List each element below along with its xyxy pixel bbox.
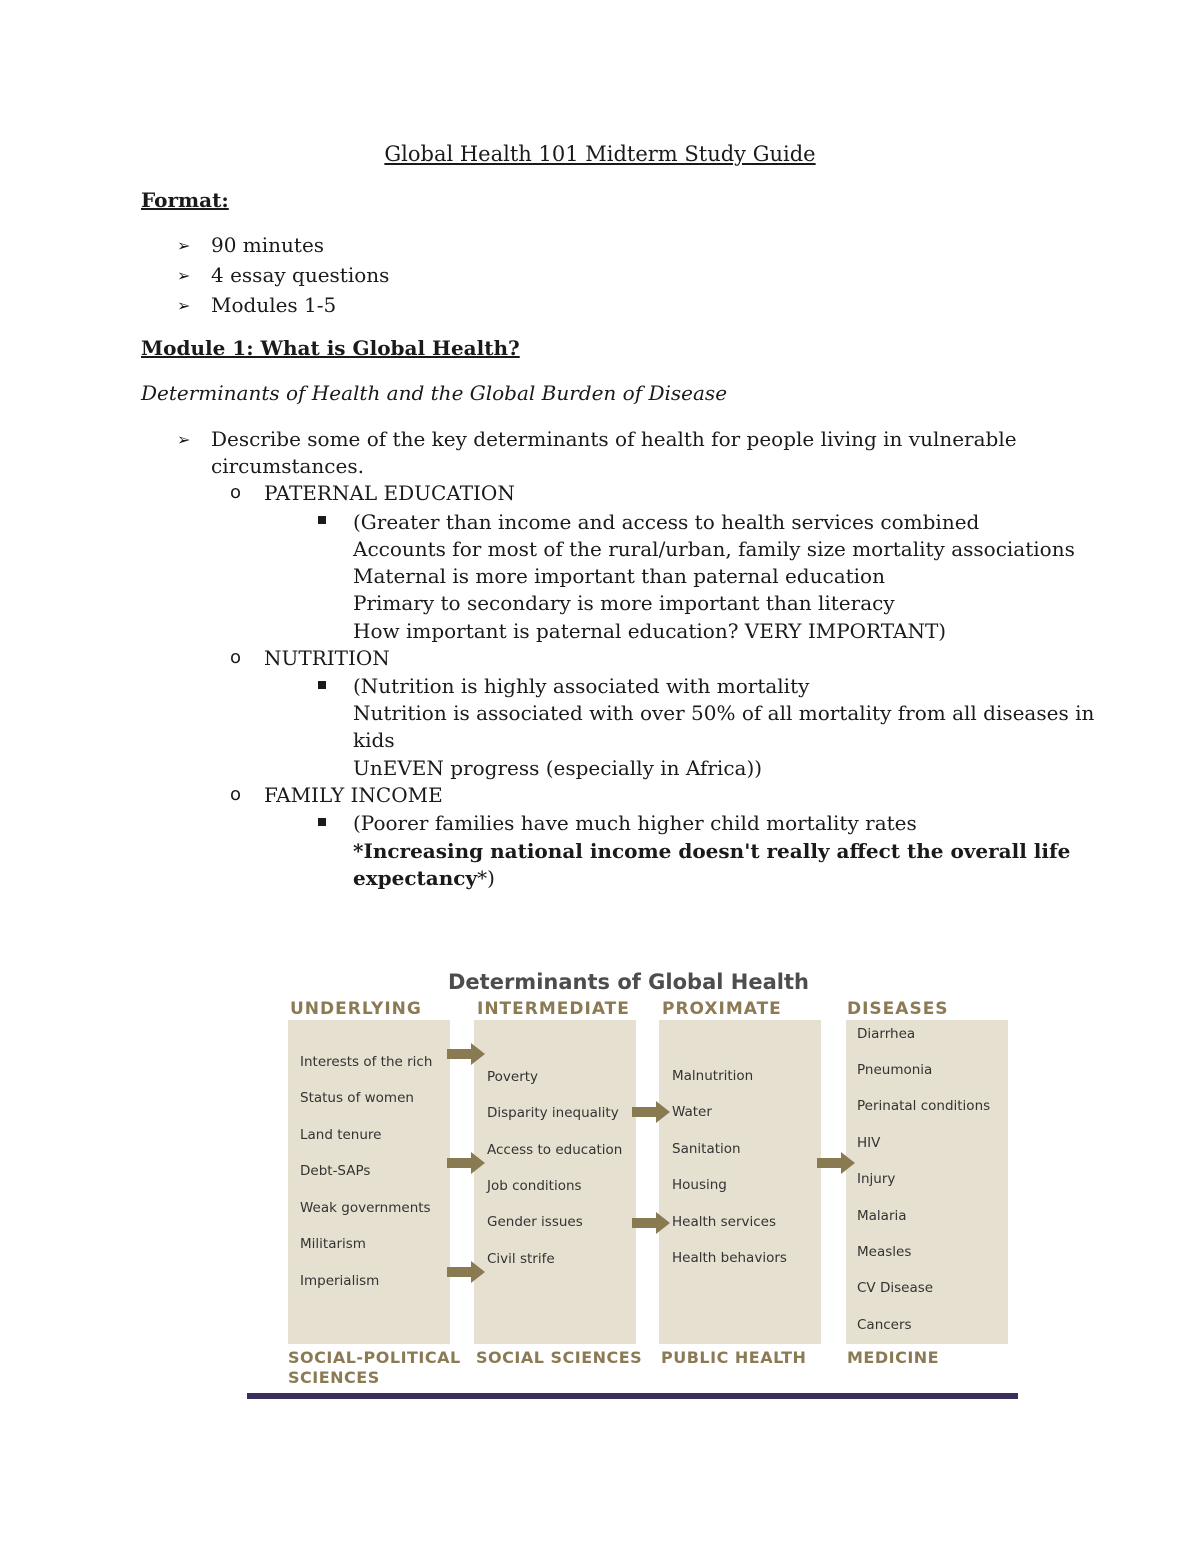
format-item: 4 essay questions	[211, 263, 390, 287]
note-line: Primary to secondary is more important than literacy	[353, 591, 895, 615]
column-item: Measles	[857, 1244, 912, 1260]
document-title: Global Health 101 Midterm Study Guide	[384, 142, 816, 166]
note-line: How important is paternal education? VERY IMPORTANT)	[353, 619, 947, 643]
arrow-right-icon	[447, 1043, 485, 1065]
column-item: Access to education	[487, 1142, 623, 1158]
format-heading: Format:	[141, 188, 229, 212]
bold-note-line: *Increasing national income doesn't really affect the overall life	[353, 839, 1071, 863]
arrow-bullet-icon: ➢	[177, 236, 191, 255]
column-item: Diarrhea	[857, 1026, 916, 1042]
column-header: PROXIMATE	[662, 999, 782, 1019]
column-item: Civil strife	[487, 1251, 555, 1267]
circle-bullet-icon: o	[230, 647, 242, 668]
note-line: (Poorer families have much higher child mortality rates	[353, 811, 917, 835]
column-item: Malaria	[857, 1208, 907, 1224]
column-item: Status of women	[300, 1090, 414, 1106]
column-item: Malnutrition	[672, 1068, 754, 1084]
format-item: 90 minutes	[211, 233, 325, 257]
question-line: circumstances.	[211, 454, 364, 478]
determinant-label: PATERNAL EDUCATION	[264, 481, 515, 505]
column-footer: MEDICINE	[847, 1348, 940, 1367]
note-line: Accounts for most of the rural/urban, family size mortality associations	[353, 537, 1075, 561]
note-line-wrap	[353, 865, 495, 892]
module1-subheading: Determinants of Health and the Global Burden of Disease	[141, 381, 728, 405]
format-item: Modules 1-5	[211, 293, 337, 317]
column-header: UNDERLYING	[290, 999, 422, 1019]
arrow-right-icon	[447, 1152, 485, 1174]
note-line: (Greater than income and access to health services combined	[353, 510, 980, 534]
footer-line: SCIENCES	[288, 1368, 380, 1387]
circle-bullet-icon: o	[230, 482, 242, 503]
square-bullet-icon	[318, 681, 326, 689]
column-item: Debt-SAPs	[300, 1163, 371, 1179]
diagram-bottom-rule	[247, 1393, 1018, 1399]
column-item: Sanitation	[672, 1141, 741, 1157]
diagram-title: Determinants of Global Health	[448, 970, 809, 994]
note-line: UnEVEN progress (especially in Africa))	[353, 756, 763, 780]
column-item: Pneumonia	[857, 1062, 933, 1078]
column-footer	[288, 1348, 461, 1388]
note-line: (Nutrition is highly associated with mortality	[353, 674, 810, 698]
column-item: Injury	[857, 1171, 896, 1187]
arrow-right-icon	[632, 1101, 670, 1123]
column-item: Poverty	[487, 1069, 539, 1085]
column-item: Interests of the rich	[300, 1054, 433, 1070]
column-item: Health services	[672, 1214, 777, 1230]
arrow-right-icon	[632, 1212, 670, 1234]
determinant-label: FAMILY INCOME	[264, 783, 443, 807]
column-item: Militarism	[300, 1236, 366, 1252]
column-header: DISEASES	[847, 999, 949, 1019]
column-item: CV Disease	[857, 1280, 934, 1296]
column-item: Disparity inequality	[487, 1105, 619, 1121]
column-item: Cancers	[857, 1317, 912, 1333]
bold-note-line: expectancy	[353, 866, 478, 890]
note-tail: *)	[477, 866, 495, 890]
column-item: Imperialism	[300, 1273, 380, 1289]
square-bullet-icon	[318, 516, 326, 524]
column-footer: SOCIAL SCIENCES	[476, 1348, 643, 1367]
column-item: Perinatal conditions	[857, 1098, 991, 1114]
column-item: HIV	[857, 1135, 881, 1151]
column-item: Job conditions	[487, 1178, 582, 1194]
note-line: kids	[353, 728, 395, 752]
column-item: Gender issues	[487, 1214, 583, 1230]
column-item: Housing	[672, 1177, 727, 1193]
question-line: Describe some of the key determinants of health for people living in vulnerable	[211, 427, 1017, 451]
column-footer: PUBLIC HEALTH	[661, 1348, 807, 1367]
column-item: Health behaviors	[672, 1250, 787, 1266]
determinant-label: NUTRITION	[264, 646, 390, 670]
arrow-right-icon	[817, 1152, 855, 1174]
note-line: Maternal is more important than paternal education	[353, 564, 885, 588]
column-header: INTERMEDIATE	[477, 999, 630, 1019]
column-item: Water	[672, 1104, 712, 1120]
circle-bullet-icon: o	[230, 784, 242, 805]
arrow-bullet-icon: ➢	[177, 296, 191, 315]
footer-line: SOCIAL-POLITICAL	[288, 1348, 461, 1367]
module1-heading: Module 1: What is Global Health?	[141, 336, 520, 360]
arrow-bullet-icon: ➢	[177, 430, 191, 449]
square-bullet-icon	[318, 818, 326, 826]
column-item: Weak governments	[300, 1200, 431, 1216]
column-item: Land tenure	[300, 1127, 382, 1143]
note-line: Nutrition is associated with over 50% of all mortality from all diseases in	[353, 701, 1095, 725]
arrow-right-icon	[447, 1261, 485, 1283]
arrow-bullet-icon: ➢	[177, 266, 191, 285]
